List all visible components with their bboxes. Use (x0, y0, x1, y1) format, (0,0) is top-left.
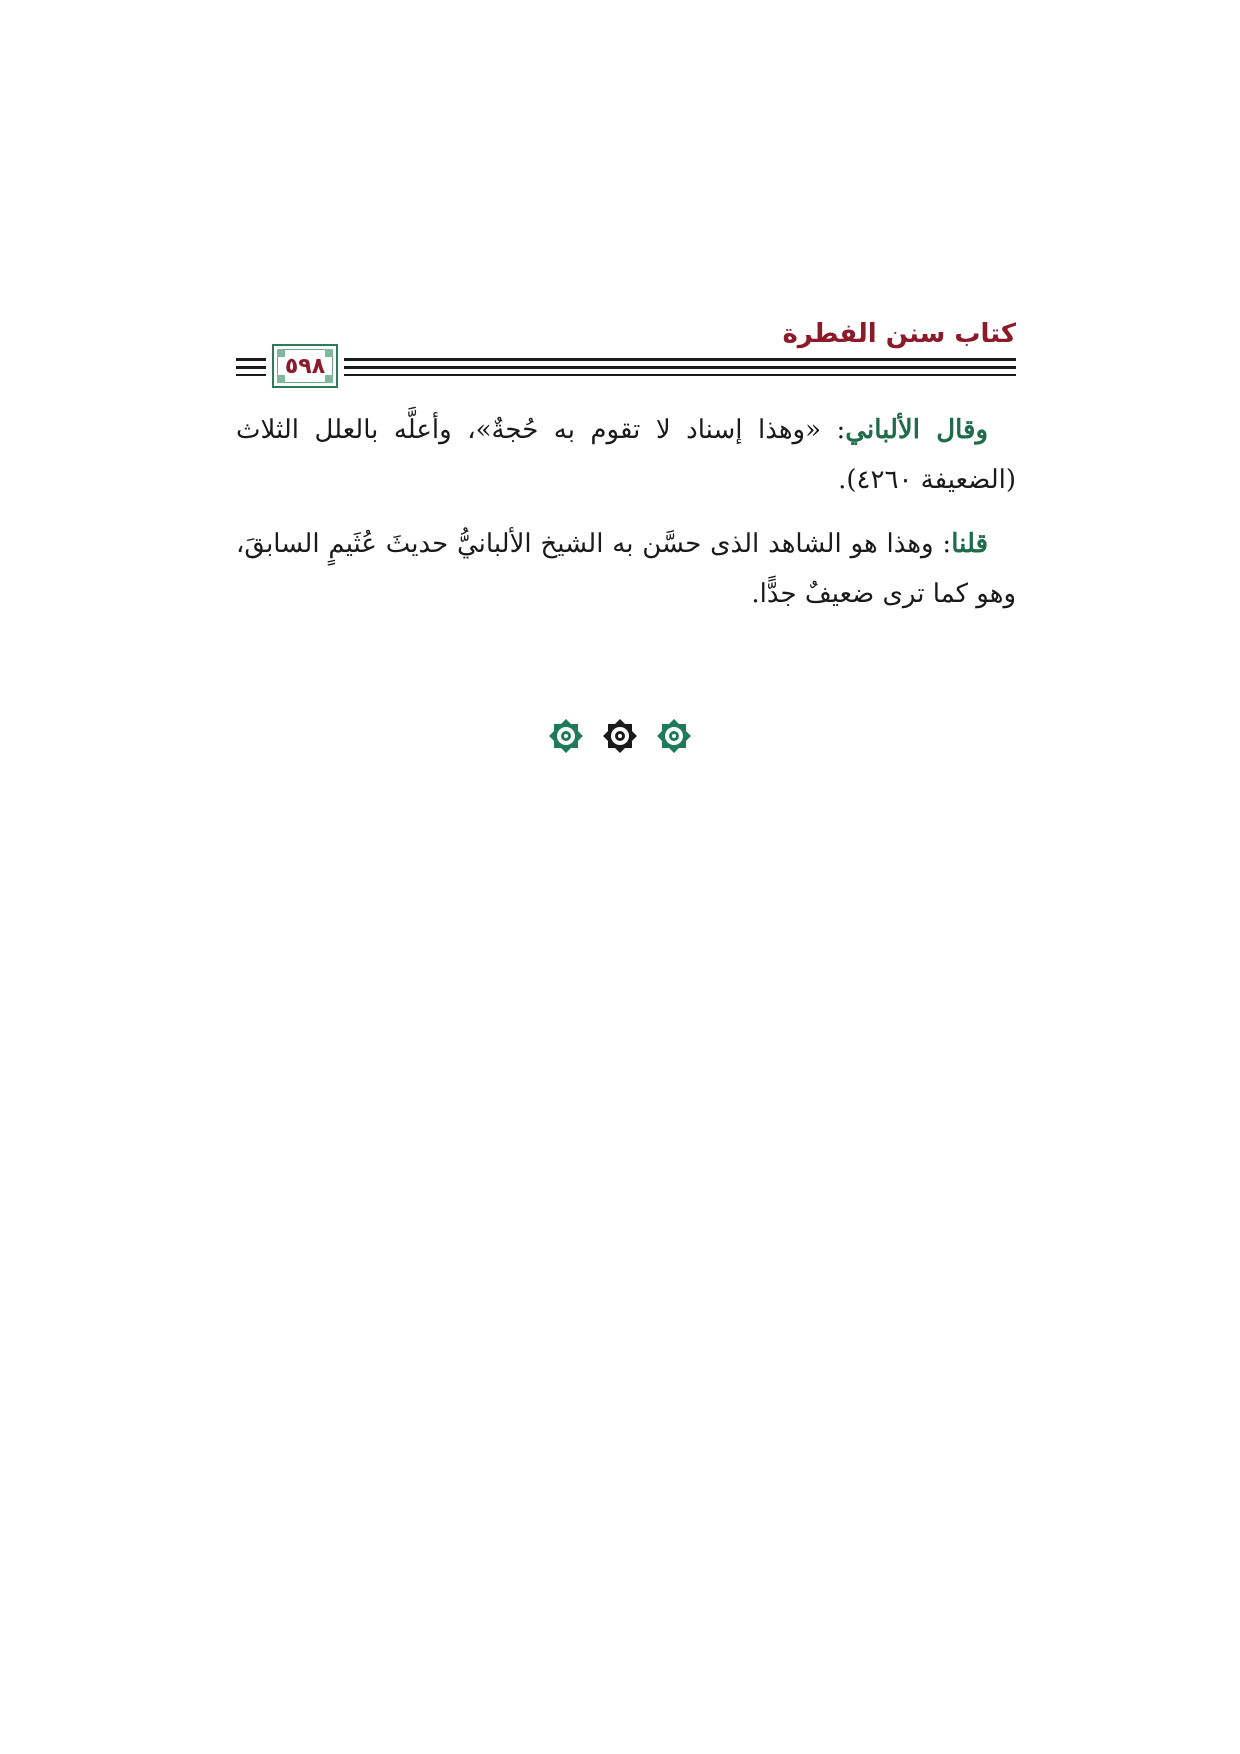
section-divider (0, 716, 1240, 756)
speaker-name: قلنا (951, 529, 988, 559)
header-rule (236, 366, 1016, 369)
page-body (236, 405, 1016, 633)
paragraph-text: : «وهذا إسناد لا تقوم به حُجةٌ»، وأعلَّه بالعلل الثلاث (الضعيفة ٤٢٦٠). (236, 415, 1016, 495)
header-rule (236, 374, 1016, 376)
paragraph-text: : وهذا هو الشاهد الذى حسَّن به الشيخ الألبانيُّ حديثَ عُثَيمٍ السابقَ، وهو كما ترى ضعيفٌ جدًّا. (236, 529, 1016, 609)
badge-corner-icon (325, 375, 333, 383)
badge-corner-icon (277, 349, 285, 357)
book-title: كتاب سنن الفطرة (782, 319, 1016, 349)
star-ornament-icon (654, 716, 694, 756)
header-rule (236, 358, 1016, 361)
page-number-badge (272, 344, 338, 388)
badge-corner-icon (277, 375, 285, 383)
page-header (236, 316, 1016, 388)
star-ornament-icon (546, 716, 586, 756)
badge-corner-icon (325, 349, 333, 357)
speaker-name: وقال الألباني (845, 415, 988, 445)
page-number: ٥٩٨ (284, 353, 326, 379)
paragraph (236, 519, 1016, 619)
paragraph (236, 405, 1016, 505)
star-ornament-icon (600, 716, 640, 756)
